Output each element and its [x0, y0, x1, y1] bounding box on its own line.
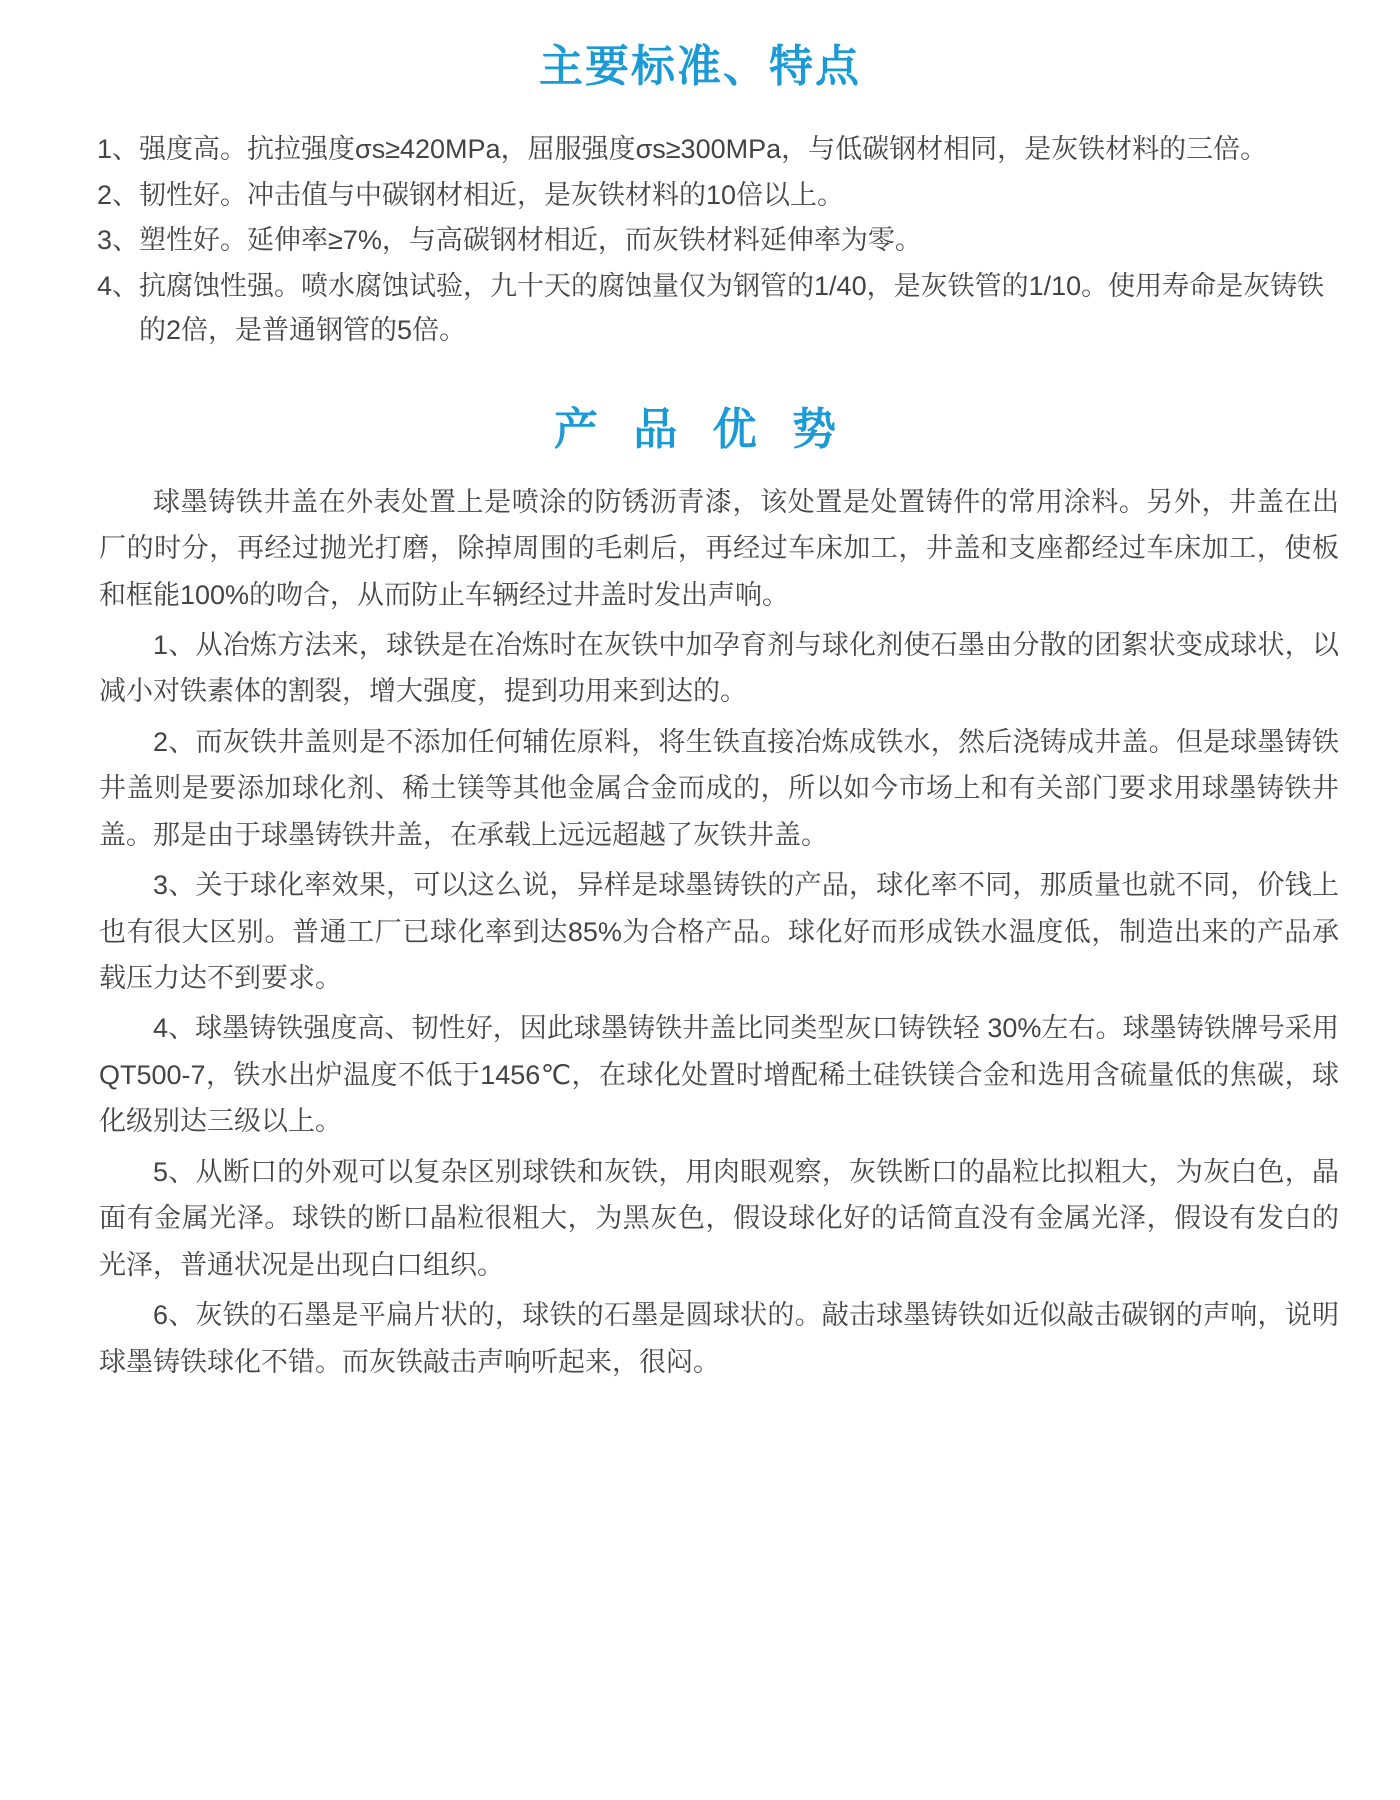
- list-item-number: 3、: [97, 225, 140, 256]
- list-item-text: 塑性好。延伸率≥7%，与高碳钢材相近，而灰铁材料延伸率为零。: [139, 225, 922, 256]
- paragraph: 2、而灰铁井盖则是不添加任何辅佐原料，将生铁直接冶炼成铁水，然后浇铸成井盖。但是球墨铸铁井盖则是要添加球化剂、稀土镁等其他金属合金而成的，所以如今市场上和有关部门要求用球墨铸铁井盖。那是由于球墨铸铁井盖，在承载上远远超越了灰铁井盖。: [99, 726, 1339, 850]
- list-item: [97, 174, 1345, 218]
- paragraph: 4、球墨铸铁强度高、韧性好，因此球墨铸铁井盖比同类型灰口铸铁轻 30%左右。球墨铸铁牌号采用QT500-7，铁水出炉温度不低于1456℃，在球化处置时增配稀土硅铁镁合金和选用含硫量低的焦碳，球化级别达三级以上。: [99, 1013, 1339, 1137]
- standards-section-title: 主要标准、特点: [539, 41, 861, 92]
- list-item-text: 韧性好。冲击值与中碳钢材相近，是灰铁材料的10倍以上。: [139, 179, 845, 210]
- list-item: [97, 128, 1345, 172]
- list-item: [97, 219, 1345, 263]
- advantage-body: [55, 479, 1345, 1385]
- paragraph: 1、从冶炼方法来，球铁是在冶炼时在灰铁中加孕育剂与球化剂使石墨由分散的团絮状变成球状，以减小对铁素体的割裂，增大强度，提到功用来到达的。: [99, 629, 1339, 707]
- list-item-text: 抗腐蚀性强。喷水腐蚀试验，九十天的腐蚀量仅为钢管的1/40，是灰铁管的1/10。使用寿命是灰铸铁的2倍，是普通钢管的5倍。: [139, 271, 1325, 345]
- paragraph: 3、关于球化率效果，可以这么说，异样是球墨铸铁的产品，球化率不同，那质量也就不同，价钱上也有很大区别。普通工厂已球化率到达85%为合格产品。球化好而形成铁水温度低，制造出来的产品承载压力达不到要求。: [99, 870, 1339, 994]
- list-item: [97, 265, 1345, 352]
- list-item-number: 1、: [97, 134, 140, 164]
- list-item-text: 强度高。抗拉强度σs≥420MPa，屈服强度σs≥300MPa，与低碳钢材相同，是灰铁材料的三倍。: [139, 134, 1268, 164]
- page-bottom-spacer: [0, 1389, 1400, 1429]
- paragraph: 6、灰铁的石墨是平扁片状的，球铁的石墨是圆球状的。敲击球墨铸铁如近似敲击碳钢的声响，说明球墨铸铁球化不错。而灰铁敲击声响听起来，很闷。: [99, 1300, 1339, 1377]
- paragraph: 5、从断口的外观可以复杂区别球铁和灰铁，用肉眼观察，灰铁断口的晶粒比拟粗大，为灰白色，晶面有金属光泽。球铁的断口晶粒很粗大，为黑灰色，假设球化好的话简直没有金属光泽，假设有发白的光泽，普通状况是出现白口组织。: [99, 1156, 1339, 1280]
- standards-list: [55, 128, 1345, 353]
- list-item-number: 2、: [97, 179, 140, 210]
- paragraph: 球墨铸铁井盖在外表处置上是喷涂的防锈沥青漆，该处置是处置铸件的常用涂料。另外，井盖在出厂的时分，再经过抛光打磨，除掉周围的毛刺后，再经过车床加工，井盖和支座都经过车床加工，使板和框能100%的吻合，从而防止车辆经过井盖时发出声响。: [99, 486, 1339, 610]
- list-item-number: 4、: [97, 271, 140, 302]
- advantage-section-title: 产 品 优 势: [554, 403, 846, 455]
